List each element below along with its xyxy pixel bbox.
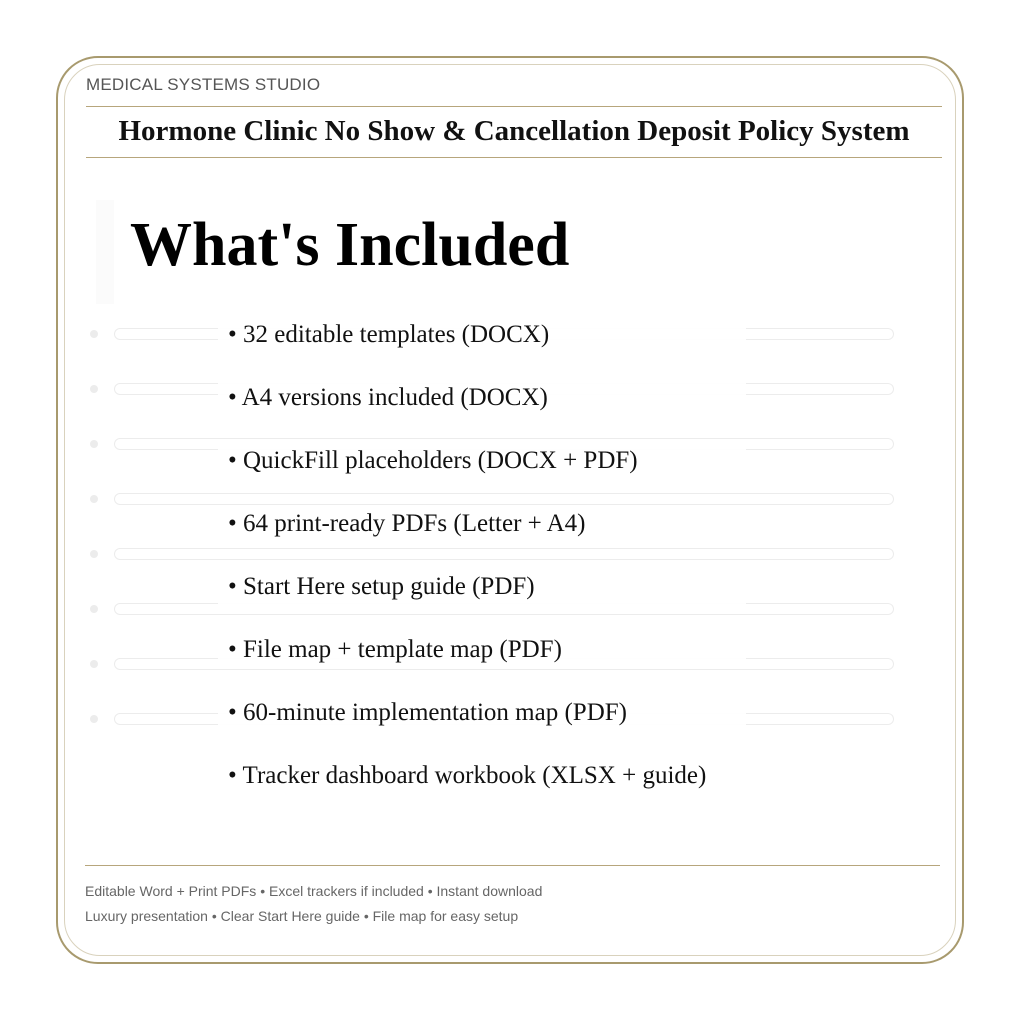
list-item	[218, 442, 748, 505]
list-item-text: • Tracker dashboard workbook (XLSX + guide)	[228, 762, 707, 789]
list-item	[218, 379, 748, 442]
list-item-text: • 60-minute implementation map (PDF)	[228, 699, 627, 726]
footer-line-2: Luxury presentation • Clear Start Here guide • File map for easy setup	[85, 908, 519, 924]
list-item	[218, 631, 748, 694]
heading-accent	[96, 200, 114, 304]
list-item	[218, 694, 748, 757]
footer-line-1: Editable Word + Print PDFs • Excel trackers if included • Instant download	[85, 883, 543, 899]
list-item-text: • A4 versions included (DOCX)	[228, 384, 548, 411]
footer	[85, 879, 542, 929]
list-item-text: • 64 print-ready PDFs (Letter + A4)	[228, 510, 586, 537]
section-heading: What's Included	[130, 211, 570, 279]
list-item-text: • 32 editable templates (DOCX)	[228, 321, 550, 348]
list-item-text: • QuickFill placeholders (DOCX + PDF)	[228, 447, 638, 474]
title-rule-bottom	[86, 157, 942, 158]
list-item	[218, 568, 748, 631]
footer-rule	[85, 865, 940, 866]
list-item	[218, 505, 748, 568]
list-item-text: • File map + template map (PDF)	[228, 636, 562, 663]
list-item	[218, 757, 748, 820]
list-item-text: • Start Here setup guide (PDF)	[228, 573, 535, 600]
brand-label: MEDICAL SYSTEMS STUDIO	[86, 75, 321, 94]
included-list	[218, 316, 748, 820]
product-title: Hormone Clinic No Show & Cancellation Deposit Policy System	[118, 115, 910, 147]
list-item	[218, 316, 748, 379]
title-rule-top	[86, 106, 942, 107]
